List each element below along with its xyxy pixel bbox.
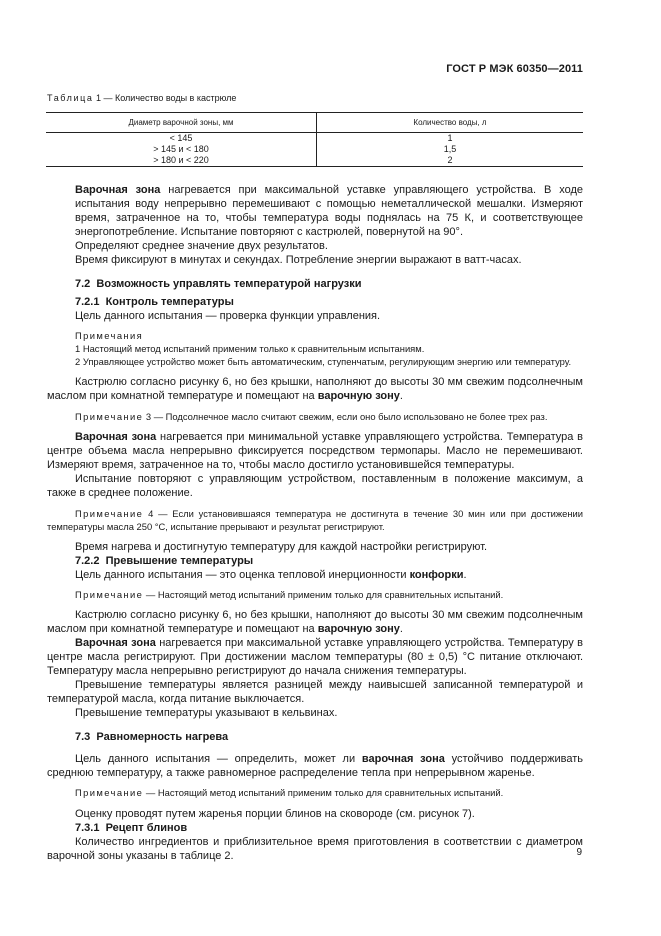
standard-code: ГОСТ Р МЭК 60350—2011 (446, 63, 583, 75)
term-bold: варочную зону (317, 390, 400, 402)
col-header-diameter: Диаметр варочной зоны, мм (46, 113, 317, 133)
table-row (46, 144, 583, 155)
col-header-water: Количество воды, л (317, 113, 584, 133)
note-6 (75, 786, 583, 799)
note-text: — Настоящий метод испытаний применим только для сравнительных испытаний. (143, 589, 504, 600)
section-number: 7.3 (75, 731, 91, 743)
paragraph: Испытание повторяют с управляющим устройством, поставленным в положение максимум, а также в среднее положение. (47, 473, 583, 499)
table-row (46, 133, 583, 145)
section-heading-7-3-1 (75, 821, 583, 835)
paragraph-text: Кастрюлю согласно рисунку 6, но без крышки, наполняют до высоты 30 мм свежим подсолнечным маслом при комнатной температуре и помещают на (47, 376, 583, 402)
term-bold: конфорки (409, 569, 464, 581)
cell-water: 1,5 (443, 144, 457, 154)
paragraph-end: . (399, 623, 403, 635)
paragraph: Превышение температуры является разницей между наивысшей записанной температурой и температурой масла, когда питание выключается. (47, 679, 583, 705)
page-number: 9 (576, 847, 582, 858)
paragraph: Определяют среднее значение двух результатов. (75, 240, 328, 252)
note-5 (75, 588, 583, 601)
term-bold: варочная зона (361, 753, 445, 765)
section-heading-7-3 (75, 730, 583, 744)
section-title: Контроль температуры (105, 296, 234, 308)
note-text: 3 — Подсолнечное масло считают свежим, если оно было использовано не более трех раз. (143, 411, 548, 422)
cell-water: 1 (447, 133, 453, 143)
section-title: Равномерность нагрева (96, 731, 229, 743)
cell-water: 2 (317, 155, 584, 167)
note-1: 1 Настоящий метод испытаний применим только к сравнительным испытаниям. (75, 343, 425, 354)
paragraph (75, 183, 583, 239)
cell-diameter: > 145 и < 180 (46, 144, 317, 155)
paragraph: Превышение температуры указывают в кельвинах. (75, 707, 338, 719)
section-number: 7.3.1 (75, 822, 100, 834)
water-quantity-table (46, 112, 583, 167)
table-row (46, 155, 583, 167)
term-bold: Варочная зона (75, 431, 157, 443)
section-title: Возможность управлять температурой нагрузки (96, 278, 362, 290)
document-body (47, 183, 583, 863)
note-label: Примечание (75, 411, 144, 422)
section-heading-7-2-2 (75, 554, 583, 568)
note-label: Примечание (75, 589, 144, 600)
table-caption-text: 1 — Количество воды в кастрюле (93, 93, 237, 103)
paragraph-text: Цель данного испытания — определить, может ли (75, 753, 362, 765)
paragraph-end: устойчиво поддерживать среднюю температуру, а также равномерное распределение тепла при непрерывном жаренье. (47, 753, 583, 779)
section-number: 7.2.2 (75, 555, 100, 567)
notes-label: Примечания (75, 330, 144, 341)
paragraph-end: . (399, 390, 403, 402)
paragraph (47, 752, 583, 780)
paragraph (47, 608, 583, 636)
note-3 (75, 410, 583, 423)
paragraph: Оценку проводят путем жаренья порции блинов на сковороде (см. рисунок 7). (75, 808, 475, 820)
note-text: — Настоящий метод испытаний применим только для сравнительных испытаний. (143, 787, 504, 798)
section-title: Рецепт блинов (105, 822, 188, 834)
paragraph: Время нагрева и достигнутую температуру для каждой настройки регистрируют. (75, 541, 488, 553)
paragraph: Цель данного испытания — проверка функции управления. (75, 310, 381, 322)
section-number: 7.2.1 (75, 296, 100, 308)
paragraph (47, 636, 583, 678)
note-label: Примечание (75, 787, 144, 798)
term-bold: Варочная зона (75, 184, 161, 196)
note-text: 4 — Если установившаяся температура не достигнута в течение 30 мин или при достижении температуры масла 250 °С, испытание прерывают и результат регистрируют. (47, 508, 583, 532)
paragraph-text: нагревается при максимальной уставке управляющего устройства. Температуру в центре масла регистрируют. При достижении маслом температуры (80 ± 0,5) °С питание отключают. Температуру масла непрерывно регистрируют до начала снижения температуры. (47, 637, 583, 677)
paragraph: Количество ингредиентов и приблизительное время приготовления в соответствии с диаметром варочной зоны указаны в таблице 2. (47, 836, 583, 862)
section-heading-7-2-1 (75, 295, 583, 309)
note-2: 2 Управляющее устройство может быть автоматическим, ступенчатым, регулирующим энергию или температуру. (75, 356, 572, 367)
table-caption-word: Таблица (47, 93, 94, 103)
cell-diameter: > 180 и < 220 (46, 155, 317, 167)
section-title: Превышение температуры (105, 555, 254, 567)
paragraph (47, 375, 583, 403)
paragraph (75, 568, 583, 582)
section-heading-7-2 (75, 277, 583, 291)
term-bold: варочную зону (317, 623, 400, 635)
section-number: 7.2 (75, 278, 91, 290)
cell-diameter: < 145 (46, 133, 317, 145)
paragraph-end: . (463, 569, 467, 581)
paragraph-text: нагревается при минимальной уставке управляющего устройства. Температура в центре объема масла непрерывно фиксируется посредством термопары. Масло не перемешивают. Измеряют время, затраченное на то, чтобы масло достигло установившейся температуры. (47, 431, 583, 471)
table-header-row (46, 113, 583, 133)
note-4 (47, 507, 583, 533)
table-caption (47, 93, 236, 103)
paragraph-text: нагревается при максимальной уставке управляющего устройства. В ходе испытания воду непрерывно перемешивают с помощью неметаллической мешалки. Измеряют время, затраченное на то, чтобы температура воды поднялась на 75 К, и соответствующее энергопотребление. Испытание повторяют с кастрюлей, повернутой на 90°. (75, 184, 583, 238)
paragraph-text: Кастрюлю согласно рисунку 6, но без крышки, наполняют до высоты 30 мм свежим подсолнечным маслом при комнатной температуре и помещают на (47, 609, 583, 635)
paragraph-text: Цель данного испытания — это оценка тепловой инерционности (75, 569, 410, 581)
paragraph: Время фиксируют в минутах и секундах. Потребление энергии выражают в ватт-часах. (75, 254, 522, 266)
note-label: Примечание (75, 508, 144, 519)
paragraph (47, 430, 583, 472)
term-bold: Варочная зона (75, 637, 156, 649)
